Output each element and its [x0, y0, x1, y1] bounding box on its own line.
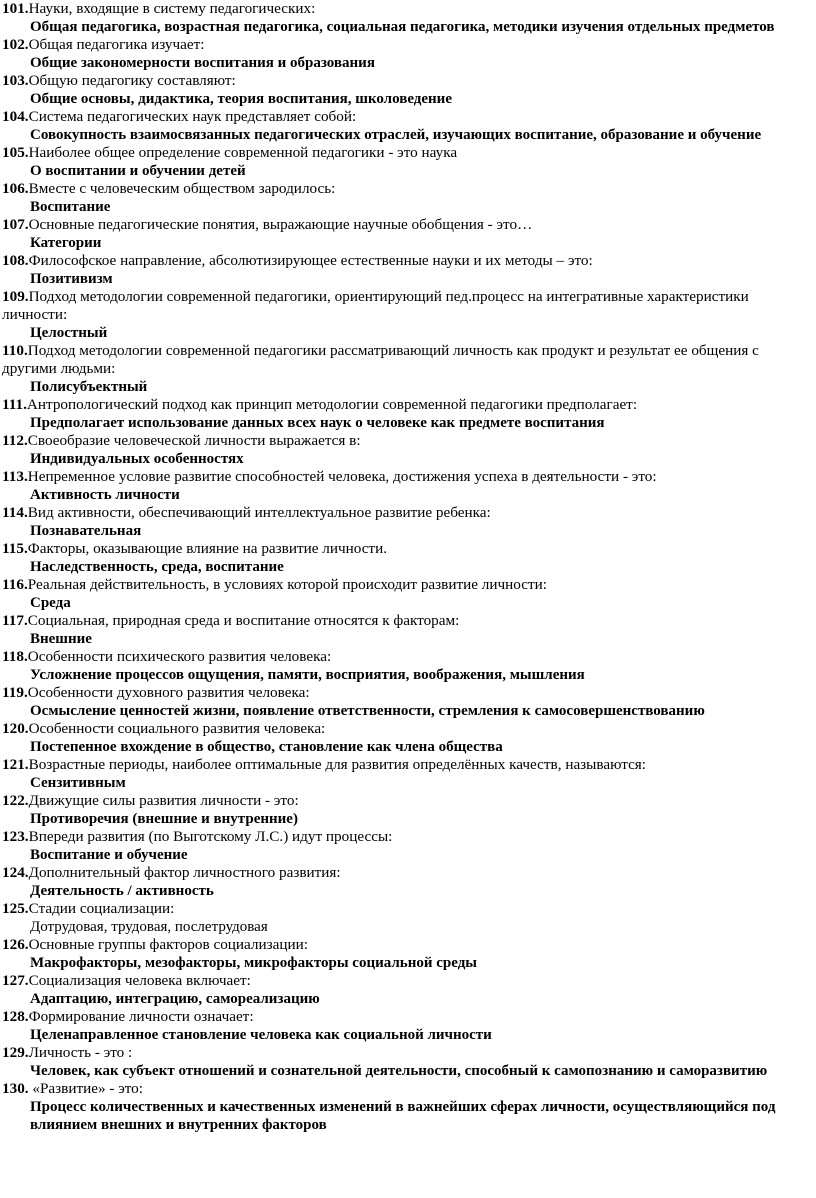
question-item [2, 1044, 816, 1080]
question-item [2, 216, 816, 252]
question-item [2, 720, 816, 756]
answer-text: Осмысление ценностей жизни, появление ответственности, стремления к самосовершенствованию [30, 703, 705, 719]
question-number: 126. [2, 936, 29, 953]
question-number: 122. [2, 792, 29, 809]
question-text: Особенности духовного развития человека: [27, 684, 310, 701]
question-line [2, 0, 816, 18]
answer-text: Противоречия (внешние и внутренние) [30, 811, 298, 827]
question-text: Движущие силы развития личности - это: [28, 792, 299, 809]
question-line [2, 216, 816, 234]
question-item [2, 72, 816, 108]
question-item [2, 576, 816, 612]
question-text: Наиболее общее определение современной педагогики - это наука [28, 144, 458, 161]
answer-text: Человек, как субъект отношений и сознательной деятельности, способный к самопознанию и саморазвитию [30, 1063, 768, 1079]
answer-text: Дотрудовая, трудовая, послетрудовая [30, 919, 268, 935]
answer-text: Макрофакторы, мезофакторы, микрофакторы социальной среды [30, 955, 478, 971]
question-number: 125. [2, 900, 29, 917]
question-number: 108. [2, 252, 29, 269]
question-item [2, 684, 816, 720]
question-line [2, 288, 816, 324]
question-text: Подход методологии современной педагогики рассматривающий личность как продукт и результат ее общения с другими людьми: [2, 342, 759, 377]
question-text: Вид активности, обеспечивающий интеллектуальное развитие ребенка: [27, 504, 491, 521]
question-text: Социализация человека включает: [28, 972, 251, 989]
question-line [2, 540, 816, 558]
question-item [2, 108, 816, 144]
question-line [2, 936, 816, 954]
answer-text: Целостный [30, 325, 108, 341]
answer-text: Познавательная [30, 523, 142, 539]
answer-text: Процесс количественных и качественных изменений в важнейших сферах личности, осуществляющийся под влиянием внешних и внутренних факторов [30, 1099, 776, 1133]
answer-text: Деятельность / активность [30, 883, 214, 899]
question-line [2, 72, 816, 90]
question-item [2, 792, 816, 828]
question-number: 118. [2, 648, 28, 665]
question-text: Стадии социализации: [28, 900, 175, 917]
answer-text: О воспитании и обучении детей [30, 163, 246, 179]
question-text: Реальная действительность, в условиях которой происходит развитие личности: [27, 576, 547, 593]
question-line [2, 1044, 816, 1062]
question-number: 115. [2, 540, 28, 557]
question-text: Непременное условие развитие способностей человека, достижения успеха в деятельности - это: [27, 468, 657, 485]
question-line [2, 144, 816, 162]
question-number: 130. [2, 1080, 33, 1097]
question-item [2, 396, 816, 432]
question-item [2, 648, 816, 684]
question-item [2, 342, 816, 396]
question-line [2, 648, 816, 666]
question-number: 114. [2, 504, 28, 521]
question-item [2, 612, 816, 648]
question-line [2, 468, 816, 486]
question-number: 105. [2, 144, 29, 161]
question-line [2, 1008, 816, 1026]
question-item [2, 288, 816, 342]
question-item [2, 468, 816, 504]
answer-text: Воспитание и обучение [30, 847, 188, 863]
question-item [2, 504, 816, 540]
question-line [2, 612, 816, 630]
question-text: Философское направление, абсолютизирующее естественные науки и их методы – это: [28, 252, 593, 269]
question-number: 129. [2, 1044, 29, 1061]
answer-text: Позитивизм [30, 271, 113, 287]
question-line [2, 252, 816, 270]
question-text: Факторы, оказывающие влияние на развитие личности. [27, 540, 387, 557]
question-number: 124. [2, 864, 29, 881]
answer-text: Целенаправленное становление человека как социальной личности [30, 1027, 492, 1043]
answer-text: Адаптацию, интеграцию, самореализацию [30, 991, 320, 1007]
answer-text: Среда [30, 595, 71, 611]
question-text: Особенности социального развития человека: [28, 720, 326, 737]
question-line [2, 900, 816, 918]
answer-text: Усложнение процессов ощущения, памяти, восприятия, воображения, мышления [30, 667, 585, 683]
question-line [2, 756, 816, 774]
question-line [2, 396, 816, 414]
question-text: Науки, входящие в систему педагогических: [28, 0, 316, 17]
question-item [2, 756, 816, 792]
question-item [2, 252, 816, 288]
question-number: 112. [2, 432, 28, 449]
question-text: Подход методологии современной педагогики, ориентирующий пед.процесс на интегративные характеристики личности: [2, 288, 749, 323]
question-line [2, 792, 816, 810]
question-line [2, 504, 816, 522]
question-line [2, 864, 816, 882]
question-text: Общая педагогика изучает: [28, 36, 205, 53]
answer-text: Воспитание [30, 199, 111, 215]
answer-text: Предполагает использование данных всех наук о человеке как предмете воспитания [30, 415, 605, 431]
question-item [2, 540, 816, 576]
question-number: 110. [2, 342, 28, 359]
question-item [2, 828, 816, 864]
question-number: 119. [2, 684, 28, 701]
question-number: 120. [2, 720, 29, 737]
question-number: 127. [2, 972, 29, 989]
answer-text: Категории [30, 235, 102, 251]
question-text: Возрастные периоды, наиболее оптимальные для развития определённых качеств, называются: [28, 756, 647, 773]
answer-text: Полисубъектный [30, 379, 148, 395]
question-text: Дополнительный фактор личностного развития: [28, 864, 341, 881]
question-number: 103. [2, 72, 29, 89]
question-text: Личность - это : [28, 1044, 133, 1061]
question-line [2, 828, 816, 846]
question-number: 123. [2, 828, 29, 845]
question-item [2, 432, 816, 468]
question-number: 121. [2, 756, 29, 773]
answer-text: Сензитивным [30, 775, 126, 791]
question-item [2, 144, 816, 180]
question-line [2, 720, 816, 738]
question-item [2, 972, 816, 1008]
question-text: Своеобразие человеческой личности выражается в: [27, 432, 361, 449]
question-line [2, 432, 816, 450]
question-number: 104. [2, 108, 29, 125]
question-line [2, 180, 816, 198]
question-number: 128. [2, 1008, 29, 1025]
question-text: Общую педагогику составляют: [28, 72, 236, 89]
question-number: 113. [2, 468, 28, 485]
question-number: 117. [2, 612, 28, 629]
question-text: Социальная, природная среда и воспитание относятся к факторам: [27, 612, 460, 629]
question-line [2, 342, 816, 378]
question-number: 111. [2, 396, 27, 413]
question-text: Антропологический подход как принцип методологии современной педагогики предполагает: [26, 396, 638, 413]
answer-text: Постепенное вхождение в общество, становление как члена общества [30, 739, 503, 755]
question-item [2, 1008, 816, 1044]
question-line [2, 1080, 816, 1098]
question-text: Система педагогических наук представляет собой: [28, 108, 357, 125]
question-number: 106. [2, 180, 29, 197]
question-text: Вместе с человеческим обществом зародилось: [28, 180, 336, 197]
question-number: 101. [2, 0, 29, 17]
question-text: Особенности психического развития человека: [27, 648, 332, 665]
question-text: Формирование личности означает: [28, 1008, 254, 1025]
question-line [2, 36, 816, 54]
question-number: 102. [2, 36, 29, 53]
question-line [2, 684, 816, 702]
question-item [2, 936, 816, 972]
question-item [2, 36, 816, 72]
answer-text: Наследственность, среда, воспитание [30, 559, 284, 575]
answer-text: Общая педагогика, возрастная педагогика, социальная педагогика, методики изучения отдельных предметов [30, 19, 775, 35]
question-text: Основные группы факторов социализации: [28, 936, 308, 953]
question-number: 116. [2, 576, 28, 593]
answer-text: Общие основы, дидактика, теория воспитания, школоведение [30, 91, 452, 107]
question-text: «Развитие» - это: [32, 1080, 143, 1097]
answer-text: Индивидуальных особенностях [30, 451, 244, 467]
question-item [2, 180, 816, 216]
answer-text: Совокупность взаимосвязанных педагогических отраслей, изучающих воспитание, образование и обучение [30, 127, 762, 143]
question-number: 109. [2, 288, 29, 305]
answer-text: Активность личности [30, 487, 180, 503]
question-line [2, 972, 816, 990]
question-text: Впереди развития (по Выготскому Л.С.) идут процессы: [28, 828, 393, 845]
answer-text: Общие закономерности воспитания и образования [30, 55, 375, 71]
question-text: Основные педагогические понятия, выражающие научные обобщения - это… [28, 216, 533, 233]
question-item [2, 0, 816, 36]
question-line [2, 576, 816, 594]
question-item [2, 900, 816, 936]
question-line [2, 108, 816, 126]
question-number: 107. [2, 216, 29, 233]
answer-text: Внешние [30, 631, 92, 647]
question-item [2, 864, 816, 900]
question-item [2, 1080, 816, 1134]
